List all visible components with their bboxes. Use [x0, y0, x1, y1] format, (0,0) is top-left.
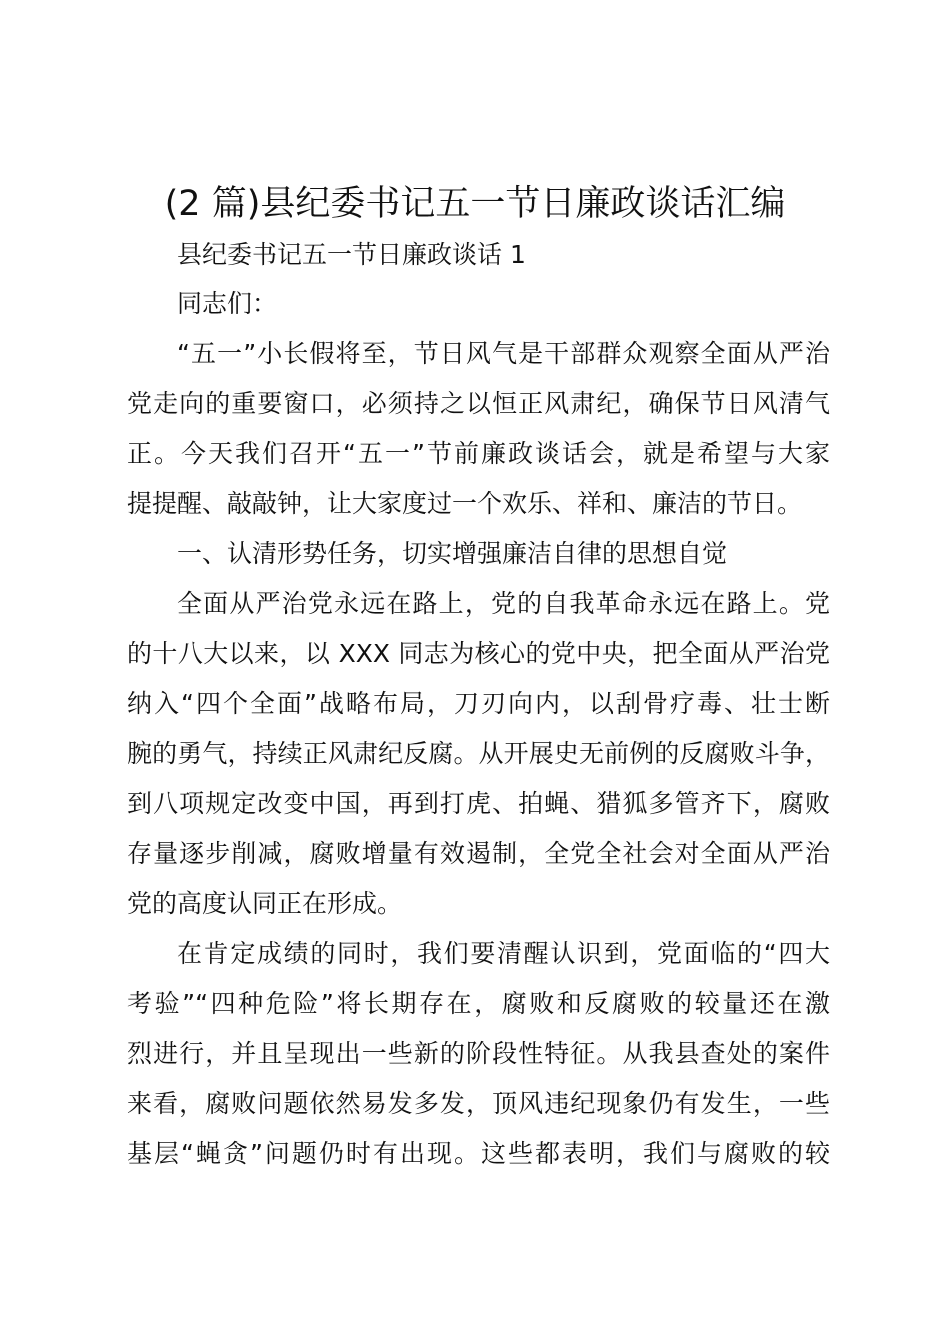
paragraph-line: 纳入“四个全面”战略布局，刀刃向内，以刮骨疗毒、壮士断 — [127, 689, 830, 718]
paragraph-line: 烈进行，并且呈现出一些新的阶段性特征。从我县查处的案件 — [127, 1039, 830, 1068]
paragraph-line: 到八项规定改变中国，再到打虎、拍蝇、猎狐多管齐下，腐败 — [127, 789, 830, 818]
paragraph-line: 存量逐步削减，腐败增量有效遏制，全党全社会对全面从严治 — [127, 839, 830, 868]
paragraph-line: 来看，腐败问题依然易发多发，顶风违纪现象仍有发生，一些 — [127, 1089, 830, 1118]
paragraph-line: “五一”小长假将至，节日风气是干部群众观察全面从严治 — [177, 339, 830, 368]
paragraph-line: 正。今天我们召开“五一”节前廉政谈话会，就是希望与大家 — [127, 439, 830, 468]
section-heading: 一、认清形势任务，切实增强廉洁自律的思想自觉 — [177, 539, 728, 568]
document-subtitle: 县纪委书记五一节日廉政谈话 1 — [177, 240, 526, 269]
paragraph-line: 在肯定成绩的同时，我们要清醒认识到，党面临的“四大 — [177, 939, 830, 968]
paragraph-line: 腕的勇气，持续正风肃纪反腐。从开展史无前例的反腐败斗争， — [127, 739, 830, 768]
paragraph-line: 党的高度认同正在形成。 — [127, 889, 403, 918]
document-title: (2 篇)县纪委书记五一节日廉政谈话汇编 — [164, 184, 786, 224]
paragraph-line: 全面从严治党永远在路上，党的自我革命永远在路上。党 — [177, 589, 830, 618]
paragraph-line: 基层“蝇贪”问题仍时有出现。这些都表明，我们与腐败的较 — [127, 1139, 830, 1168]
paragraph-line: 的十八大以来，以 XXX 同志为核心的党中央，把全面从严治党 — [127, 639, 830, 668]
salutation: 同志们： — [177, 289, 278, 318]
paragraph-line: 提提醒、敲敲钟，让大家度过一个欢乐、祥和、廉洁的节日。 — [127, 489, 803, 518]
paragraph-line: 考验”“四种危险”将长期存在，腐败和反腐败的较量还在激 — [127, 989, 830, 1018]
paragraph-line: 党走向的重要窗口，必须持之以恒正风肃纪，确保节日风清气 — [127, 389, 830, 418]
